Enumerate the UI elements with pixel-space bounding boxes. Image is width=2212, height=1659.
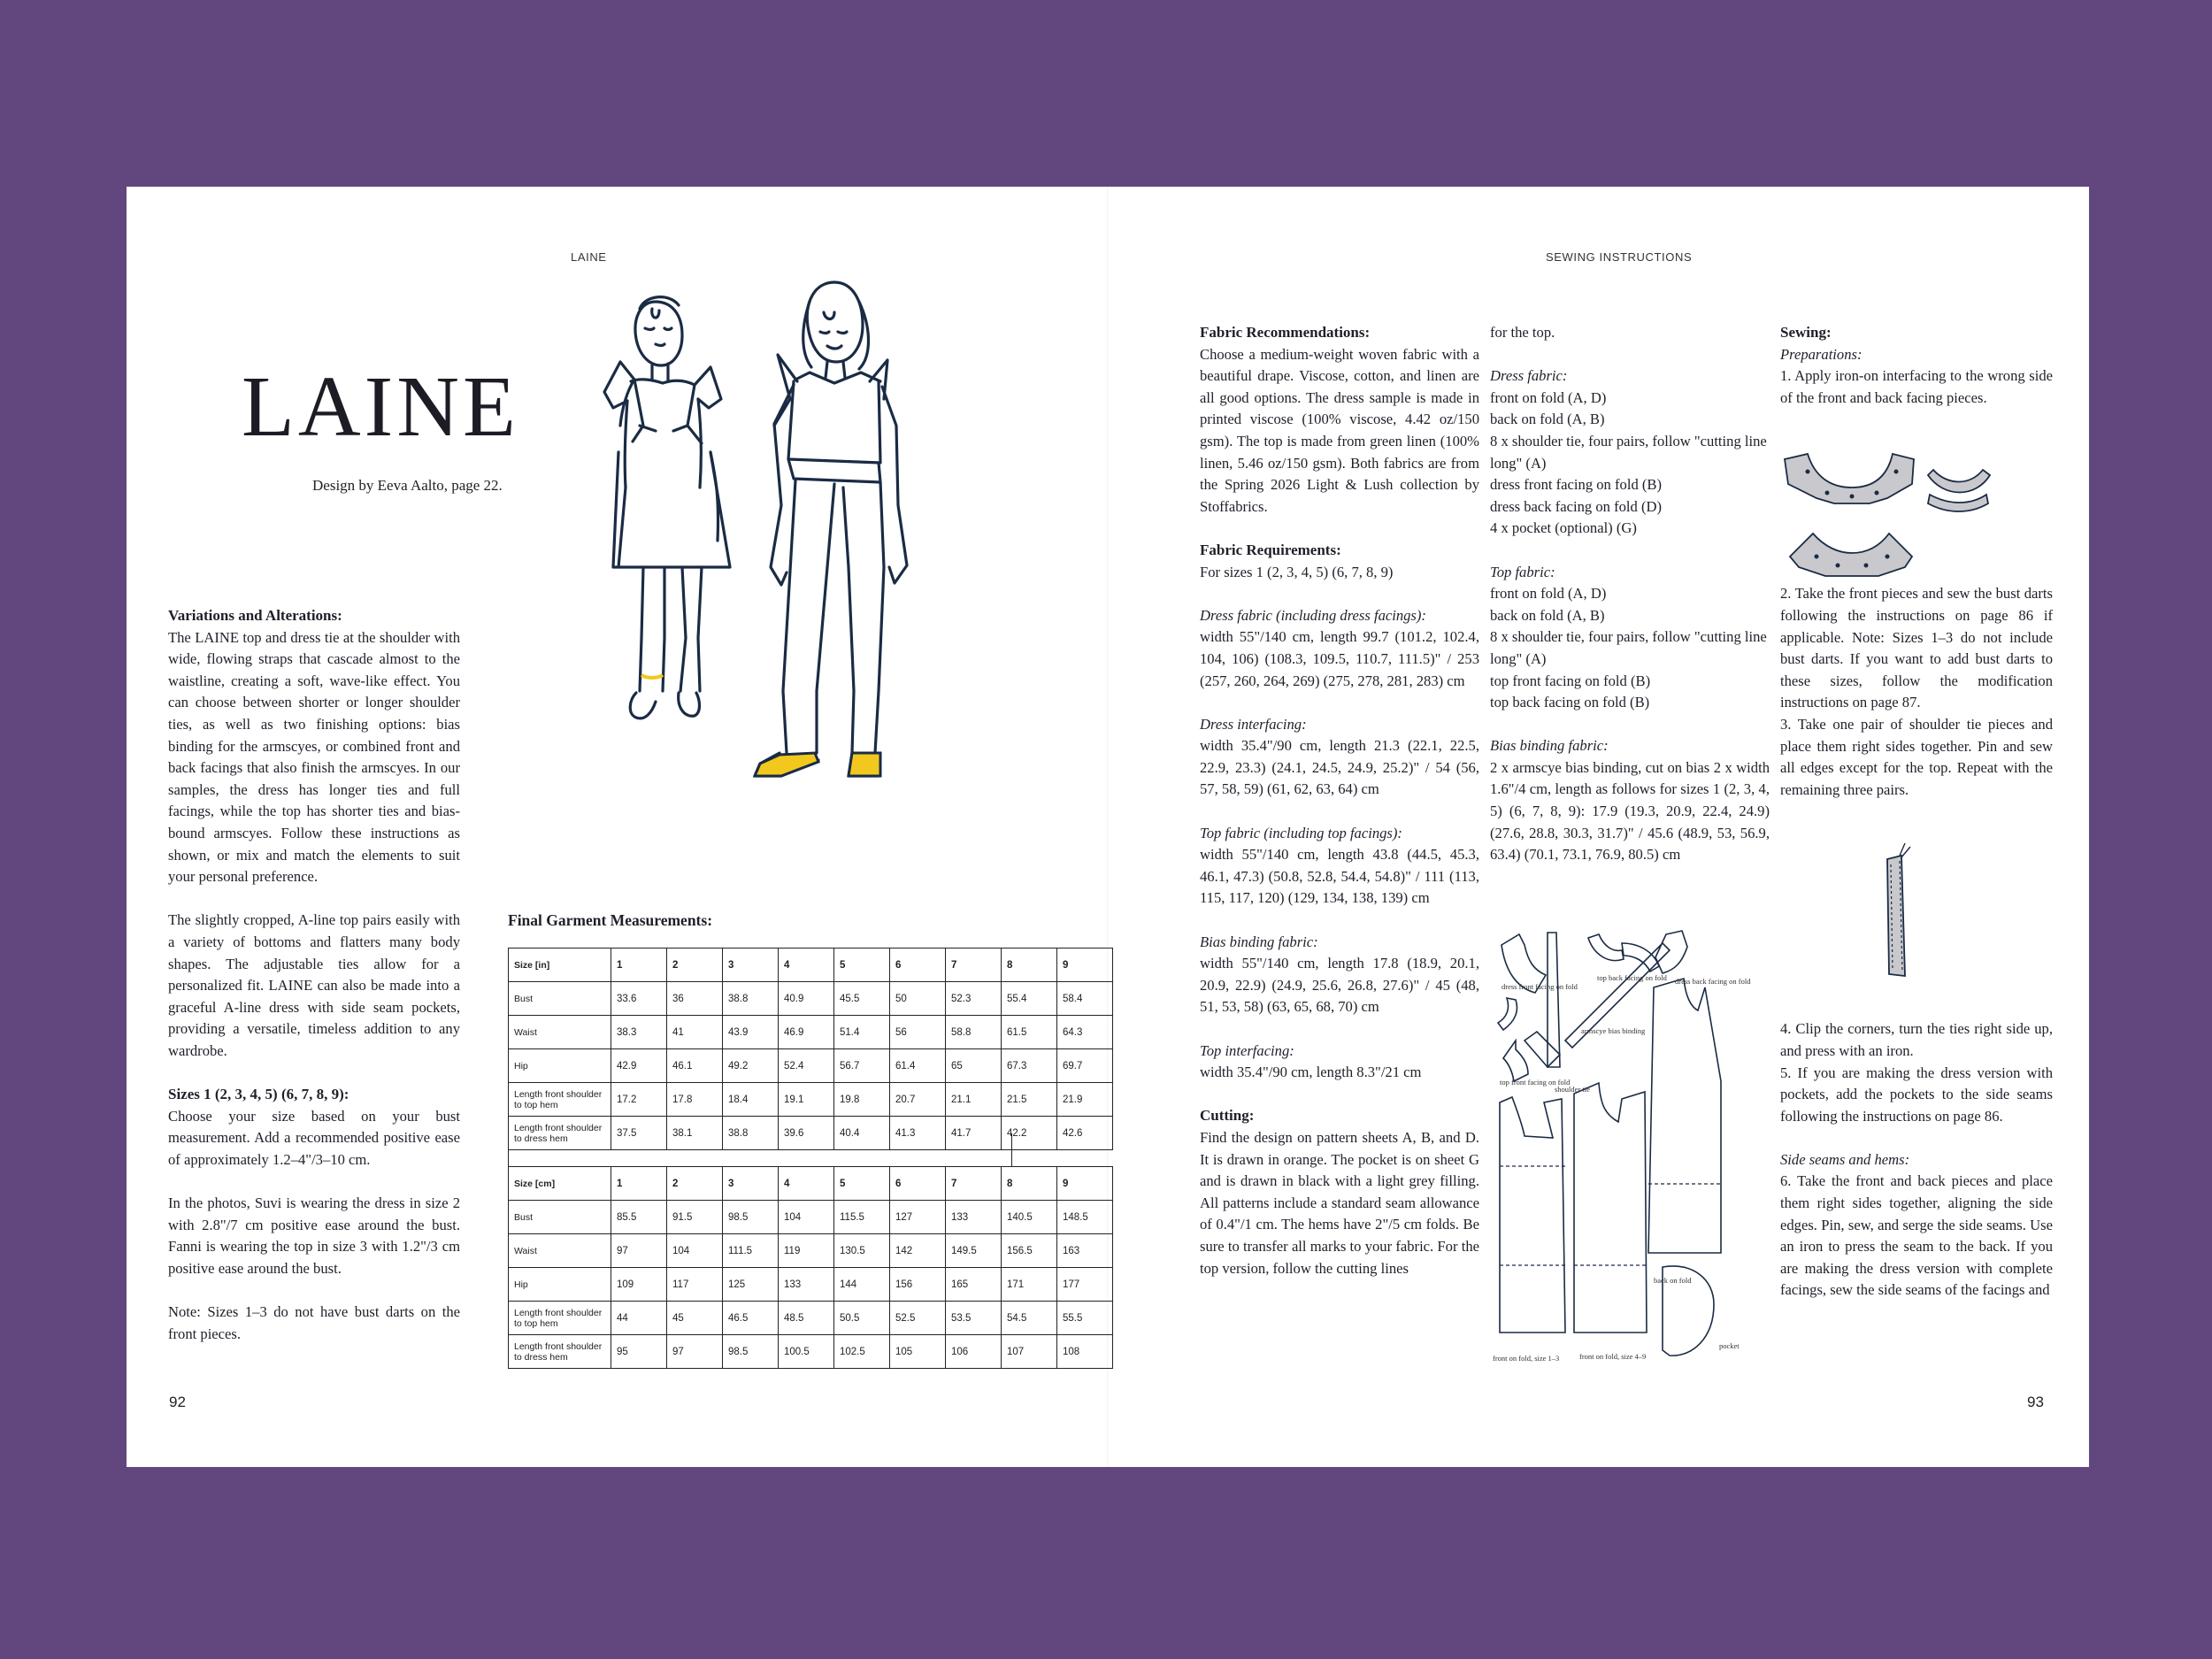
table-cell: 117	[667, 1268, 723, 1302]
table-cell: 108	[1057, 1335, 1113, 1369]
table-cell: 48.5	[779, 1302, 834, 1335]
table-cell: 38.8	[723, 982, 779, 1016]
table-cell: 45	[667, 1302, 723, 1335]
table-cell: 97	[611, 1234, 667, 1268]
table-cell: Bust	[509, 982, 611, 1016]
yellow-sneaker-right	[849, 753, 880, 776]
header-cell: 5	[834, 1167, 890, 1201]
table-cell: 39.6	[779, 1117, 834, 1150]
table-cell: 38.8	[723, 1117, 779, 1150]
table-cell: 109	[611, 1268, 667, 1302]
top-interfacing-label: Top interfacing:	[1200, 1041, 1294, 1059]
label-top-front-facing: top front facing on fold	[1500, 1078, 1571, 1087]
table-cell: Waist	[509, 1016, 611, 1049]
table-cell: 171	[1002, 1268, 1057, 1302]
top-fabric-text: width 55"/140 cm, length 43.8 (44.5, 45.3, 46.1, 47.3) (50.8, 52.8, 54.4, 54.8)" / 111 (113, 115, 117, 120) (129, 134, 138, 139) cm	[1200, 846, 1479, 907]
table-cell: 102.5	[834, 1335, 890, 1369]
list-item: 8 x shoulder tie, four pairs, follow "cutting line long" (A)	[1490, 432, 1767, 472]
header-cell: 3	[723, 1167, 779, 1201]
shoulder-tie-illustration	[1878, 841, 1932, 983]
list-item: back on fold (A, B)	[1490, 411, 1605, 428]
table-cell: 142	[890, 1234, 946, 1268]
table-cell: 125	[723, 1268, 779, 1302]
table-cell: 55.4	[1002, 982, 1057, 1016]
dress-figure	[604, 297, 730, 718]
table-cell: 37.5	[611, 1117, 667, 1150]
header-cell: 7	[946, 1167, 1002, 1201]
header-cell: 6	[890, 1167, 946, 1201]
step-6: 6. Take the front and back pieces and place them right sides together, aligning the side edges. Pin, sew, and serge the side seams. Use an iron to press the seam to the back. If you are making the dress version with complete facings, sew the side seams of the facings and	[1780, 1172, 2053, 1299]
table-cell: 21.5	[1002, 1083, 1057, 1117]
fabric-recommendations-heading: Fabric Recommendations:	[1200, 324, 1371, 341]
header-cell: 9	[1057, 1167, 1113, 1201]
table-cell: 95	[611, 1335, 667, 1369]
top-description: The slightly cropped, A-line top pairs easily with a variety of bottoms and flatters many body shapes. The adjustable ties allow for a personalized fit. LAINE can also be made into a graceful A-line dress with side seam pockets, providing a versatile, timeless addition to any wardrobe.	[168, 911, 460, 1059]
table-cell: 98.5	[723, 1201, 779, 1234]
dress-fabric-list-label: Dress fabric:	[1490, 367, 1568, 385]
table-cell: 148.5	[1057, 1201, 1113, 1234]
table-cell: 97	[667, 1335, 723, 1369]
bias-fabric-label: Bias binding fabric:	[1200, 933, 1318, 950]
label-shoulder-tie: shoulder tie	[1555, 1085, 1590, 1094]
dress-interfacing-label: Dress interfacing:	[1200, 715, 1307, 733]
table-cell: 20.7	[890, 1083, 946, 1117]
ankle-bracelet	[641, 675, 663, 678]
table-cell: 105	[890, 1335, 946, 1369]
table-cell: Bust	[509, 1201, 611, 1234]
table-cell: 133	[779, 1268, 834, 1302]
table-cell: 21.1	[946, 1083, 1002, 1117]
list-item: front on fold (A, D)	[1490, 585, 1607, 603]
fashion-illustration	[578, 275, 949, 824]
table-row	[509, 1335, 1113, 1369]
table-row	[509, 1201, 1113, 1234]
running-head-right: SEWING INSTRUCTIONS	[1546, 250, 1693, 264]
table-cell: 104	[667, 1234, 723, 1268]
top-fabric-label: Top fabric (including top facings):	[1200, 824, 1402, 841]
table-row	[509, 1083, 1113, 1117]
table-header-row	[509, 1167, 1113, 1201]
table-cell: 18.4	[723, 1083, 779, 1117]
table-cell: 165	[946, 1268, 1002, 1302]
table-row	[509, 1302, 1113, 1335]
page-number-left: 92	[169, 1394, 186, 1410]
continued-text: for the top.	[1490, 324, 1555, 341]
table-cell: 163	[1057, 1234, 1113, 1268]
table-cell: 17.8	[667, 1083, 723, 1117]
table-cell: 69.7	[1057, 1049, 1113, 1083]
table-cell: 56	[890, 1016, 946, 1049]
measurements-title: Final Garment Measurements:	[508, 911, 713, 929]
designer-byline: Design by Eeva Aalto, page 22.	[312, 477, 503, 494]
yellow-sneaker-left	[755, 753, 818, 776]
table-cell: 41	[667, 1016, 723, 1049]
table-spacer	[508, 1133, 1012, 1166]
table-cell: 44	[611, 1302, 667, 1335]
cutting-heading: Cutting:	[1200, 1107, 1255, 1125]
preparations-label: Preparations:	[1780, 345, 1863, 363]
table-cell: 149.5	[946, 1234, 1002, 1268]
list-item: 4 x pocket (optional) (G)	[1490, 519, 1637, 537]
facing-pieces-illustration	[1781, 452, 2002, 603]
header-cell: 2	[667, 949, 723, 982]
label-dress-back-facing: dress back facing on fold	[1675, 977, 1751, 986]
table-cell: 33.6	[611, 982, 667, 1016]
header-cell: 4	[779, 949, 834, 982]
table-cell: 50	[890, 982, 946, 1016]
list-item: 8 x shoulder tie, four pairs, follow "cutting line long" (A)	[1490, 628, 1767, 667]
table-cell: 17.2	[611, 1083, 667, 1117]
table-cell: 61.4	[890, 1049, 946, 1083]
table-cell: 52.3	[946, 982, 1002, 1016]
variations-text: The LAINE top and dress tie at the shoulder with wide, flowing straps that cascade almost to the waistline, creating a soft, wave-like effect. You can choose between shorter or longer shoulder ties, as well as two finishing options: bias binding for the armscyes, or combined front and back facings that also finish the armscyes. In our samples, the dress has longer ties and full facings, while the top has shorter ties and bias-bound armscyes. Follow these instructions as shown, or mix and match the elements to suit your personal preference.	[168, 628, 460, 886]
note-text: Note: Sizes 1–3 do not have bust darts on the front pieces.	[168, 1303, 460, 1342]
table-cell: 100.5	[779, 1335, 834, 1369]
side-seams-label: Side seams and hems:	[1780, 1150, 1910, 1168]
table-cell: 106	[946, 1335, 1002, 1369]
dress-cutting-list	[1490, 388, 1770, 540]
table-cell: 50.5	[834, 1302, 890, 1335]
table-cell: 55.5	[1057, 1302, 1113, 1335]
table-cell: 144	[834, 1268, 890, 1302]
label-dress-front-facing: dress front facing on fold	[1502, 982, 1578, 991]
table-cell: 42.2	[1002, 1117, 1057, 1150]
table-cell: 65	[946, 1049, 1002, 1083]
table-cell: Hip	[509, 1268, 611, 1302]
table-cell: 41.3	[890, 1117, 946, 1150]
table-cell: 38.3	[611, 1016, 667, 1049]
left-text-column	[168, 605, 460, 1345]
step-2: 2. Take the front pieces and sew the bust darts following the instructions on page 86 if applicable. Note: Sizes 1–3 do not include bust darts. If you want to add bust darts to these sizes, follow the modification instructions on page 87.	[1780, 585, 2053, 711]
cutting-text: Find the design on pattern sheets A, B, and D. It is drawn in orange. The pocket is on sheet G and is drawn in black with a light grey filling. All patterns include a standard seam allowance of 0.4"/1 cm. The hems have 2"/5 cm folds. Be sure to transfer all marks to your fabric. For the top version, follow the cutting lines	[1200, 1128, 1479, 1277]
sizes-text: Choose your size based on your bust measurement. Add a recommended positive ease of approximately 1.2–4"/3–10 cm.	[168, 1107, 460, 1168]
label-armscye: armscye bias binding	[1581, 1026, 1646, 1035]
table-cell: 52.4	[779, 1049, 834, 1083]
table-row	[509, 1049, 1113, 1083]
table-cell: 115.5	[834, 1201, 890, 1234]
table-cell: 46.1	[667, 1049, 723, 1083]
table-cell: 46.9	[779, 1016, 834, 1049]
header-cell: 3	[723, 949, 779, 982]
table-cell: 42.9	[611, 1049, 667, 1083]
table-cell: Waist	[509, 1234, 611, 1268]
table-cell: 130.5	[834, 1234, 890, 1268]
fabric-recommendations-text: Choose a medium-weight woven fabric with a beautiful drape. Viscose, cotton, and linen are all good options. The dress sample is made in printed viscose (100% viscose, 4.42 oz/150 gsm). The top is made from green linen (100% linen, 5.46 oz/150 gsm). Both fabrics are from the Spring 2026 Light & Lush collection by Stoffabrics.	[1200, 345, 1479, 515]
table-cell: 19.1	[779, 1083, 834, 1117]
table-cell: Length front shoulder to top hem	[509, 1083, 611, 1117]
table-cell: 36	[667, 982, 723, 1016]
top-interfacing-text: width 35.4"/90 cm, length 8.3"/21 cm	[1200, 1064, 1422, 1081]
table-cell: 133	[946, 1201, 1002, 1234]
table-cell: Length front shoulder to top hem	[509, 1302, 611, 1335]
table-cell: 98.5	[723, 1335, 779, 1369]
table-cell: 38.1	[667, 1117, 723, 1150]
table-cell: 156	[890, 1268, 946, 1302]
top-fabric-list-label: Top fabric:	[1490, 563, 1555, 580]
header-cell: 1	[611, 1167, 667, 1201]
table-cell: 45.5	[834, 982, 890, 1016]
table-cell: 46.5	[723, 1302, 779, 1335]
label-top-back-facing: top back facing on fold	[1597, 973, 1667, 982]
fabric-column	[1200, 322, 1479, 1279]
header-cell: 4	[779, 1167, 834, 1201]
table-cell: 91.5	[667, 1201, 723, 1234]
bias-fabric-text: width 55"/140 cm, length 17.8 (18.9, 20.1, 20.9, 22.9) (24.9, 25.6, 26.8, 27.6)" / 45 (48, 51, 53, 58) (63, 65, 68, 70) cm	[1200, 955, 1479, 1016]
running-head-left: LAINE	[571, 250, 607, 264]
table-cell: 58.8	[946, 1016, 1002, 1049]
table-cell: Length front shoulder to dress hem	[509, 1117, 611, 1150]
header-cell: 8	[1002, 1167, 1057, 1201]
table-cell: Length front shoulder to dress hem	[509, 1335, 611, 1369]
cutting-list-column	[1490, 322, 1770, 866]
table-cell: 156.5	[1002, 1234, 1057, 1268]
table-cell: 40.4	[834, 1117, 890, 1150]
measurements-table-cm	[508, 1166, 1113, 1369]
dress-fabric-text: width 55"/140 cm, length 99.7 (101.2, 102.4, 104, 106) (108.3, 109.5, 110.7, 111.5)" / 253 (257, 260, 264, 269) (275, 278, 281, 283) cm	[1200, 628, 1479, 689]
list-item: dress back facing on fold (D)	[1490, 497, 1662, 515]
page-number-right: 93	[2027, 1394, 2044, 1410]
label-back-on-fold: back on fold	[1654, 1276, 1692, 1285]
fabric-requirements-sizes: For sizes 1 (2, 3, 4, 5) (6, 7, 8, 9)	[1200, 563, 1394, 580]
header-cell: 6	[890, 949, 946, 982]
label-front-fold-4-9: front on fold, size 4–9	[1579, 1352, 1647, 1361]
variations-heading: Variations and Alterations:	[168, 607, 342, 624]
table-cell: 53.5	[946, 1302, 1002, 1335]
table-cell: 140.5	[1002, 1201, 1057, 1234]
step-1: 1. Apply iron-on interfacing to the wrong side of the front and back facing pieces.	[1780, 367, 2053, 406]
table-cell: 42.6	[1057, 1117, 1113, 1150]
table-cell: 54.5	[1002, 1302, 1057, 1335]
photos-text: In the photos, Suvi is wearing the dress in size 2 with 2.8"/7 cm positive ease around the bust. Fanni is wearing the top in size 3 with 1.2"/3 cm positive ease around the bust.	[168, 1194, 460, 1277]
table-cell: 119	[779, 1234, 834, 1268]
sizes-heading: Sizes 1 (2, 3, 4, 5) (6, 7, 8, 9):	[168, 1086, 349, 1103]
measurements-table-inches	[508, 948, 1113, 1150]
table-cell: 52.5	[890, 1302, 946, 1335]
table-cell: 51.4	[834, 1016, 890, 1049]
table-row	[509, 1234, 1113, 1268]
fabric-requirements-heading: Fabric Requirements:	[1200, 541, 1341, 558]
table-cell: 64.3	[1057, 1016, 1113, 1049]
table-cell: 104	[779, 1201, 834, 1234]
header-cell: Size [in]	[509, 949, 611, 982]
bias-list-text: 2 x armscye bias binding, cut on bias 2 x width 1.6"/4 cm, length as follows for sizes 1 (2, 3, 4, 5) (6, 7, 8, 9): 17.9 (19.3, 20.9, 22.4, 24.9) (27.6, 28.8, 30.3, 31.7)" / 45.6 (48.9, 53, 56.9, 63.4) (70.1, 73.1, 76.9, 80.5) cm	[1490, 758, 1770, 864]
table-cell: 111.5	[723, 1234, 779, 1268]
table-cell: 49.2	[723, 1049, 779, 1083]
pattern-title: LAINE	[242, 359, 519, 455]
header-cell: 7	[946, 949, 1002, 982]
step-5: 5. If you are making the dress version with pockets, add the pockets to the side seams following the instructions on page 86.	[1780, 1064, 2053, 1125]
table-cell: 107	[1002, 1335, 1057, 1369]
table-cell: 43.9	[723, 1016, 779, 1049]
top-figure	[755, 282, 907, 776]
table-cell: 85.5	[611, 1201, 667, 1234]
list-item: top back facing on fold (B)	[1490, 694, 1650, 711]
table-cell: 21.9	[1057, 1083, 1113, 1117]
table-cell: 19.8	[834, 1083, 890, 1117]
step-4: 4. Clip the corners, turn the ties right side up, and press with an iron.	[1780, 1020, 2053, 1059]
dress-interfacing-text: width 35.4"/90 cm, length 21.3 (22.1, 22.5, 22.9, 23.3) (24.1, 24.5, 24.9, 25.2)" / 54 (56, 57, 58, 59) (61, 62, 63, 64) cm	[1200, 737, 1479, 798]
table-cell: 177	[1057, 1268, 1113, 1302]
sewing-heading: Sewing:	[1780, 324, 1832, 341]
header-cell: Size [cm]	[509, 1167, 611, 1201]
table-cell: 56.7	[834, 1049, 890, 1083]
list-item: top front facing on fold (B)	[1490, 672, 1651, 689]
table-row	[509, 982, 1113, 1016]
step-3: 3. Take one pair of shoulder tie pieces and place them right sides together. Pin and sew all edges except for the top. Repeat with the remaining three pairs.	[1780, 715, 2053, 798]
list-item: back on fold (A, B)	[1490, 606, 1605, 624]
magazine-spread	[127, 187, 2089, 1467]
table-cell: 61.5	[1002, 1016, 1057, 1049]
label-front-fold-1-3: front on fold, size 1–3	[1493, 1354, 1560, 1363]
bias-list-label: Bias binding fabric:	[1490, 737, 1609, 755]
table-cell: 67.3	[1002, 1049, 1057, 1083]
table-cell: 40.9	[779, 982, 834, 1016]
table-cell: 127	[890, 1201, 946, 1234]
header-cell: 2	[667, 1167, 723, 1201]
list-item: front on fold (A, D)	[1490, 388, 1607, 406]
header-cell: 5	[834, 949, 890, 982]
list-item: dress front facing on fold (B)	[1490, 476, 1663, 494]
top-cutting-list	[1490, 583, 1770, 714]
table-header-row	[509, 949, 1113, 982]
label-pocket: pocket	[1719, 1341, 1740, 1350]
table-row	[509, 1016, 1113, 1049]
table-cell: 41.7	[946, 1117, 1002, 1150]
header-cell: 8	[1002, 949, 1057, 982]
table-row	[509, 1268, 1113, 1302]
pattern-layout-diagram	[1489, 926, 1763, 1368]
header-cell: 9	[1057, 949, 1113, 982]
dress-fabric-label: Dress fabric (including dress facings):	[1200, 606, 1426, 624]
header-cell: 1	[611, 949, 667, 982]
table-cell: 58.4	[1057, 982, 1113, 1016]
table-cell: Hip	[509, 1049, 611, 1083]
